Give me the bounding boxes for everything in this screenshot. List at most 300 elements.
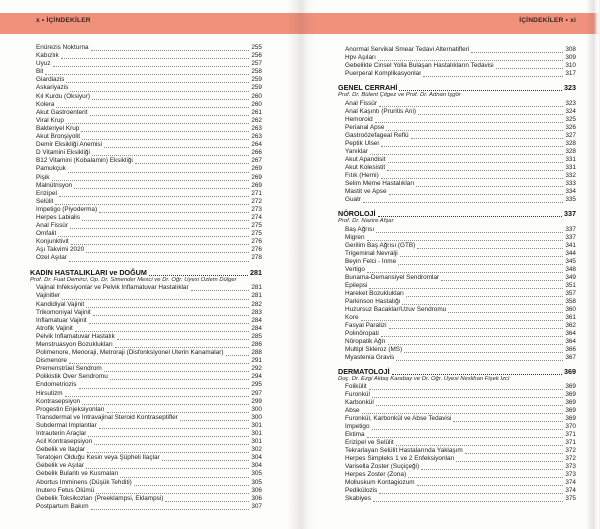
toc-entry-page: 274: [251, 213, 262, 221]
toc-entry-page: 260: [251, 92, 262, 100]
toc-entry-label: Polimenore, Menoraji, Metroraji (Disfonksiyonel Uterin Kanamalar): [36, 349, 224, 357]
dotted-leader: [367, 437, 564, 438]
dotted-leader: [86, 468, 249, 469]
toc-entry-page: 291: [251, 357, 262, 365]
toc-entry-label: Selülit: [36, 197, 54, 205]
dotted-leader: [456, 461, 563, 462]
toc-entry-label: Guatr: [345, 195, 361, 203]
toc-entry: [36, 381, 262, 389]
toc-entry: [345, 487, 576, 495]
toc-entry-label: Selim Meme Hastalıkları: [345, 179, 415, 187]
toc-entry-page: 269: [251, 181, 262, 189]
dotted-leader: [107, 412, 250, 413]
toc-entry-page: 324: [565, 107, 576, 115]
dotted-leader: [70, 91, 249, 92]
toc-entry: [36, 254, 262, 262]
toc-entry-page: 294: [251, 373, 262, 381]
toc-section: [30, 268, 262, 511]
toc-entry: [345, 196, 576, 204]
toc-entry-page: 351: [565, 281, 576, 289]
toc-entry: [345, 100, 576, 108]
dotted-leader: [378, 60, 563, 61]
toc-entry-page: 256: [251, 52, 262, 60]
toc-entry-page: 258: [251, 68, 262, 76]
toc-entry-page: 358: [565, 297, 576, 305]
toc-entry-page: 366: [565, 345, 576, 353]
toc-entry-label: Kolera: [36, 100, 55, 108]
dotted-leader: [381, 146, 563, 147]
dotted-leader: [86, 252, 249, 253]
toc-entry-page: 369: [565, 383, 576, 391]
toc-entry: [36, 349, 262, 357]
section-authors: Prof. Dr. Nazire Afşar: [338, 217, 394, 224]
toc-entry-page: 370: [565, 423, 576, 431]
toc-entry: [36, 84, 262, 92]
toc-entry: [36, 149, 262, 157]
toc-entry: [345, 322, 576, 330]
section-items: [338, 46, 576, 78]
toc-entry-label: Ektima: [345, 431, 365, 439]
dotted-leader: [58, 236, 249, 237]
toc-entry-page: 276: [251, 238, 262, 246]
toc-entry: [36, 182, 262, 190]
dotted-leader: [66, 82, 249, 83]
toc-entry-page: 357: [565, 289, 576, 297]
dotted-leader: [110, 379, 250, 380]
dotted-leader: [372, 397, 563, 398]
toc-entry-page: 295: [251, 381, 262, 389]
toc-entry: [345, 399, 576, 407]
toc-entry-label: Gebelik Toksikozları (Preeklampsi, Eklampsi): [36, 494, 164, 502]
toc-entry: [345, 383, 576, 391]
toc-entry-label: Hpv Aşıları: [345, 54, 376, 61]
dotted-leader: [226, 355, 250, 356]
toc-entry: [345, 266, 576, 274]
toc-entry: [345, 415, 576, 423]
toc-entry-page: 304: [251, 462, 262, 470]
page-edge-shadow: [586, 0, 600, 529]
toc-entry: [36, 406, 262, 414]
toc-entry: [345, 479, 576, 487]
dotted-leader: [417, 485, 564, 486]
dotted-leader: [400, 256, 564, 257]
toc-entry-label: Bakteriyel Krup: [36, 124, 80, 132]
toc-entry-label: Multipl Skleroz (MS): [345, 345, 403, 353]
toc-entry-page: 331: [565, 163, 576, 171]
toc-entry-label: Abortus İmminens (Düşük Tehditi): [36, 478, 132, 486]
dotted-leader: [149, 275, 248, 276]
toc-entry-label: Perianal Apse: [345, 123, 385, 131]
toc-entry-label: Erizipel: [36, 189, 57, 197]
section-items: [338, 100, 576, 204]
toc-entry-label: Kore: [345, 313, 359, 321]
header-band: [0, 13, 600, 34]
toc-entry-label: Omfalit: [36, 230, 57, 238]
toc-entry: [36, 206, 262, 214]
dotted-leader: [372, 429, 564, 430]
toc-entry-label: Subdermal İmplantlar: [36, 421, 97, 429]
dotted-leader: [66, 123, 249, 124]
toc-entry-label: Acil Kontrasepsiyon: [36, 438, 93, 446]
toc-entry: [345, 156, 576, 164]
toc-entry-label: Herpes Zoster (Zona): [345, 471, 407, 479]
dotted-leader: [388, 344, 564, 345]
toc-entry: [36, 76, 262, 84]
toc-entry-label: Anormal Servikal Smear Tedavi Alternatifleri: [345, 46, 470, 53]
toc-entry-label: Hemoroid: [345, 115, 373, 123]
dotted-leader: [423, 76, 563, 77]
toc-entry: [36, 190, 262, 198]
dotted-leader: [465, 453, 564, 454]
toc-entry-page: 282: [251, 300, 262, 308]
toc-entry-label: D Vitamini Eksikliği: [36, 149, 90, 157]
toc-entry-label: Erizipel ve Selülit: [345, 439, 394, 447]
toc-entry-label: Herpes Labialis: [36, 213, 81, 221]
toc-entry: [36, 390, 262, 398]
toc-entry-label: Tekrarlayan Selülit Hastalarında Yaklaşım: [345, 447, 463, 455]
toc-entry-label: Varisella Zoster (Suçiçeği): [345, 463, 420, 471]
toc-entry: [345, 108, 576, 116]
dotted-leader: [399, 90, 562, 91]
toc-entry-label: Folikülit: [345, 383, 367, 391]
toc-entry-label: Gebelik Bulantı ve Kusmaları: [36, 470, 119, 478]
dotted-leader: [408, 477, 563, 478]
dotted-leader: [134, 485, 250, 486]
toc-entry-page: 304: [251, 454, 262, 462]
toc-entry-label: Enürezis Nokturna: [36, 44, 89, 51]
toc-entry-label: Progestin Enjeksiyonları: [36, 405, 105, 413]
toc-entry-page: 262: [251, 116, 262, 124]
toc-entry-page: 302: [251, 446, 262, 454]
toc-entry-page: 344: [565, 249, 576, 257]
toc-entry: [345, 330, 576, 338]
dotted-leader: [99, 212, 249, 213]
toc-entry-page: 301: [251, 421, 262, 429]
toc-entry: [345, 148, 576, 156]
toc-entry-label: Parkinson Hastalığı: [345, 297, 401, 305]
dotted-leader: [389, 194, 564, 195]
toc-entry-label: İmpetigo: [345, 423, 370, 431]
toc-entry-label: Huzursuz Bacaklar/Uzuv Sendromu: [345, 305, 447, 313]
toc-entry: [345, 346, 576, 354]
toc-entry: [345, 314, 576, 322]
toc-entry-page: 328: [565, 139, 576, 147]
toc-entry-label: Aşı Takvimi 2020: [36, 246, 85, 254]
toc-entry-page: 297: [251, 389, 262, 397]
dotted-leader: [367, 240, 564, 241]
dotted-leader: [90, 115, 250, 116]
dotted-leader: [367, 272, 563, 273]
dotted-leader: [68, 172, 249, 173]
toc-entry-label: Kandidiyal Vajinit: [36, 300, 85, 308]
toc-entry-page: 335: [565, 195, 576, 203]
section-page-number: 369: [564, 366, 576, 376]
toc-entry-label: Kontrasepsiyon: [36, 397, 81, 405]
toc-entry-label: Anal Kaşıntı (Pruritis Ani): [345, 107, 417, 115]
toc-entry-label: Fasyal Paralizi: [345, 321, 387, 329]
dotted-leader: [96, 493, 249, 494]
section-page-number: 281: [250, 267, 262, 277]
toc-entry-page: 369: [565, 391, 576, 399]
toc-entry-label: Uyuz: [36, 60, 51, 68]
toc-entry-page: 300: [251, 405, 262, 413]
toc-entry-label: B12 Vitamini (Kobalamin) Eksikliği: [36, 157, 133, 165]
toc-entry-page: 309: [565, 54, 576, 61]
dotted-leader: [378, 216, 562, 217]
toc-entry-page: 369: [565, 407, 576, 415]
toc-entry-page: 372: [565, 447, 576, 455]
dotted-leader: [94, 444, 249, 445]
toc-entry-page: 261: [251, 108, 262, 116]
toc-entry: [36, 398, 262, 406]
left-page-toc: [30, 44, 262, 511]
toc-entry-label: Epilepsi: [345, 281, 368, 289]
toc-entry-page: 341: [565, 241, 576, 249]
section-title-row: [338, 209, 576, 218]
toc-entry-page: 301: [251, 430, 262, 438]
toc-entry-page: 308: [565, 46, 576, 53]
toc-entry: [36, 44, 262, 52]
dotted-leader: [65, 396, 250, 397]
toc-entry-label: Akut Gastroenterit: [36, 108, 88, 116]
toc-entry-label: Yanıklar: [345, 147, 368, 155]
toc-entry: [345, 234, 576, 242]
toc-entry: [36, 487, 262, 495]
dotted-leader: [386, 130, 563, 131]
right-page-toc: [338, 46, 576, 503]
toc-entry: [36, 430, 262, 438]
toc-entry-page: 264: [251, 141, 262, 149]
toc-entry-page: 331: [565, 155, 576, 163]
toc-entry: [345, 447, 576, 455]
toc-entry-label: Trikomoniyal Vajinit: [36, 308, 91, 316]
toc-entry-label: İnflamatuar Vajinit: [36, 316, 87, 324]
dotted-leader: [471, 52, 563, 53]
toc-entry-label: Pamukçuk: [36, 165, 66, 173]
dotted-leader: [87, 452, 249, 453]
toc-entry-label: Vajinal İnfeksiyonlar ve Pelvik İnflamatuvar Hastalıklar: [36, 284, 189, 292]
toc-entry-label: Beyin Felci - İnme: [345, 257, 397, 265]
toc-entry: [36, 198, 262, 206]
toc-entry-page: 263: [251, 124, 262, 132]
dotted-leader: [379, 106, 563, 107]
dotted-leader: [82, 139, 249, 140]
toc-entry-page: 375: [565, 495, 576, 503]
toc-entry-page: 307: [251, 502, 262, 510]
toc-entry: [345, 164, 576, 172]
toc-entry-page: 328: [565, 147, 576, 155]
toc-section: [338, 209, 576, 362]
dotted-leader: [388, 162, 564, 163]
dotted-leader: [75, 331, 250, 332]
toc-entry-label: Askariyazis: [36, 84, 69, 92]
toc-entry-label: Bunama-Demansiyel Sendromlar: [345, 273, 440, 281]
dotted-leader: [448, 312, 563, 313]
toc-entry-page: 334: [565, 187, 576, 195]
dotted-leader: [91, 50, 250, 51]
section-items: [338, 383, 576, 503]
toc-entry-page: 305: [251, 478, 262, 486]
toc-entry: [36, 284, 262, 292]
toc-entry-label: İntrauterin Araçlar: [36, 430, 87, 438]
toc-entry-page: 266: [251, 149, 262, 157]
section-authors: Doç. Dr. Ezgi Aktaş Karabay ve Dr. Öğr. Üyesi Neslihan Fişek İzci: [338, 375, 510, 382]
toc-entry-label: Hareket Bozuklukları: [345, 289, 404, 297]
toc-entry-label: Menstruasyon Bozuklukları: [36, 340, 113, 348]
toc-entry: [345, 62, 576, 70]
toc-entry-label: Akut Apandisit: [345, 155, 386, 163]
dotted-leader: [411, 138, 564, 139]
dotted-leader: [45, 74, 249, 75]
toc-entry-page: 374: [565, 479, 576, 487]
dotted-leader: [115, 347, 250, 348]
toc-entry-page: 284: [251, 316, 262, 324]
dotted-leader: [396, 360, 563, 361]
toc-entry-label: Vertigo: [345, 265, 365, 273]
left-page-header: x • İÇİNDEKİLER: [36, 17, 91, 24]
toc-entry-page: 285: [251, 332, 262, 340]
dotted-leader: [421, 469, 563, 470]
dotted-leader: [91, 509, 250, 510]
toc-entry: [345, 70, 576, 78]
toc-entry-label: Özel Aşılar: [36, 254, 67, 262]
toc-entry: [36, 454, 262, 462]
toc-entry-label: Endometriozis: [36, 381, 77, 389]
dotted-leader: [363, 202, 563, 203]
toc-entry-page: 286: [251, 340, 262, 348]
dotted-leader: [135, 163, 249, 164]
toc-entry: [36, 101, 262, 109]
toc-entry: [36, 341, 262, 349]
dotted-leader: [59, 196, 249, 197]
toc-entry: [36, 93, 262, 101]
toc-entry-label: Polikistik Over Sendromu: [36, 373, 108, 381]
toc-entry: [36, 174, 262, 182]
dotted-leader: [381, 178, 564, 179]
toc-entry-page: 332: [565, 171, 576, 179]
toc-entry: [345, 431, 576, 439]
toc-entry: [36, 438, 262, 446]
toc-entry: [345, 338, 576, 346]
toc-entry-page: 255: [251, 44, 262, 51]
toc-entry: [36, 309, 262, 317]
toc-entry-label: Karbonkül: [345, 399, 374, 407]
dotted-leader: [362, 413, 564, 414]
section-items: [30, 44, 262, 263]
toc-entry: [345, 116, 576, 124]
toc-entry-page: 367: [565, 353, 576, 361]
toc-entry-page: 259: [251, 84, 262, 92]
dotted-leader: [56, 107, 249, 108]
dotted-leader: [441, 280, 563, 281]
toc-entry-page: 284: [251, 324, 262, 332]
dotted-leader: [416, 186, 563, 187]
toc-entry-label: Hirsutizm: [36, 389, 63, 397]
dotted-leader: [402, 304, 563, 305]
dotted-leader: [69, 261, 249, 262]
toc-entry-label: Furonkül: [345, 391, 370, 399]
dotted-leader: [376, 405, 564, 406]
toc-entry: [36, 357, 262, 365]
dotted-leader: [62, 299, 249, 300]
toc-entry-label: Viral Krup: [36, 116, 64, 124]
toc-entry-label: Furonkül, Karbonkül ve Abse Tedavisi: [345, 415, 452, 423]
dotted-leader: [71, 244, 250, 245]
toc-entry-label: Baş Ağrısı: [345, 225, 375, 233]
dotted-leader: [379, 493, 563, 494]
toc-entry: [345, 258, 576, 266]
dotted-leader: [81, 131, 249, 132]
dotted-leader: [373, 501, 563, 502]
toc-entry-label: Kıl Kurdu (Oksiyur): [36, 92, 90, 100]
toc-entry: [36, 141, 262, 149]
section-title: KADIN HASTALIKLARI ve DOĞUM: [30, 267, 147, 277]
toc-entry-page: 361: [565, 313, 576, 321]
section-title-row: [30, 268, 262, 277]
toc-entry-label: Migren: [345, 233, 365, 241]
dotted-leader: [180, 420, 249, 421]
toc-entry-label: Teratojen Olduğu Kesin veya Şüpheli İlaçlar: [36, 454, 160, 462]
toc-section: [30, 44, 262, 263]
toc-entry: [36, 230, 262, 238]
toc-entry-page: 371: [565, 431, 576, 439]
dotted-leader: [69, 363, 249, 364]
toc-entry-page: 278: [251, 254, 262, 262]
dotted-leader: [165, 501, 249, 502]
toc-entry-page: 337: [565, 233, 576, 241]
toc-entry-label: Kabızlık: [36, 52, 59, 60]
toc-entry-page: 333: [565, 179, 576, 187]
dotted-leader: [392, 374, 562, 375]
toc-entry-label: Polinöropati: [345, 329, 379, 337]
toc-entry: [345, 250, 576, 258]
toc-entry-page: 276: [251, 246, 262, 254]
toc-entry: [345, 282, 576, 290]
section-title-row: [338, 367, 576, 376]
section-title: DERMATOLOJİ: [338, 366, 390, 376]
toc-entry: [36, 68, 262, 76]
toc-entry-page: 337: [565, 225, 576, 233]
dotted-leader: [191, 290, 250, 291]
dotted-leader: [89, 323, 250, 324]
toc-entry-label: Pedikülozis: [345, 487, 378, 495]
toc-entry-label: Malnütrisyon: [36, 181, 73, 189]
toc-entry-label: Demir Eksikliği Anemisi: [36, 141, 103, 149]
toc-entry: [36, 60, 262, 68]
toc-entry-label: Mastit ve Apse: [345, 187, 387, 195]
toc-entry-label: Gebelik ve İlaçlar: [36, 446, 86, 454]
toc-entry: [36, 214, 262, 222]
toc-entry-label: Gastroözefageal Reflü: [345, 131, 409, 139]
toc-entry-label: Premenstrüel Sendrom: [36, 365, 102, 373]
toc-entry: [36, 222, 262, 230]
toc-entry-label: Myastenia Gravis: [345, 353, 395, 361]
toc-entry: [36, 301, 262, 309]
dotted-leader: [82, 220, 249, 221]
toc-entry: [36, 246, 262, 254]
dotted-leader: [398, 264, 563, 265]
toc-entry: [345, 46, 576, 54]
toc-entry-page: 275: [251, 222, 262, 230]
toc-entry: [345, 274, 576, 282]
toc-entry-label: Skabiyes: [345, 495, 371, 503]
toc-entry-page: 306: [251, 494, 262, 502]
toc-entry-label: Gebelikte Cinsel Yolla Bulaşan Hastalıkların Tedavisi: [345, 62, 494, 69]
section-title: GENEL CERRAHİ: [338, 83, 398, 92]
toc-entry-page: 345: [565, 257, 576, 265]
toc-entry-label: Konjunktivit: [36, 238, 69, 246]
dotted-leader: [86, 307, 249, 308]
